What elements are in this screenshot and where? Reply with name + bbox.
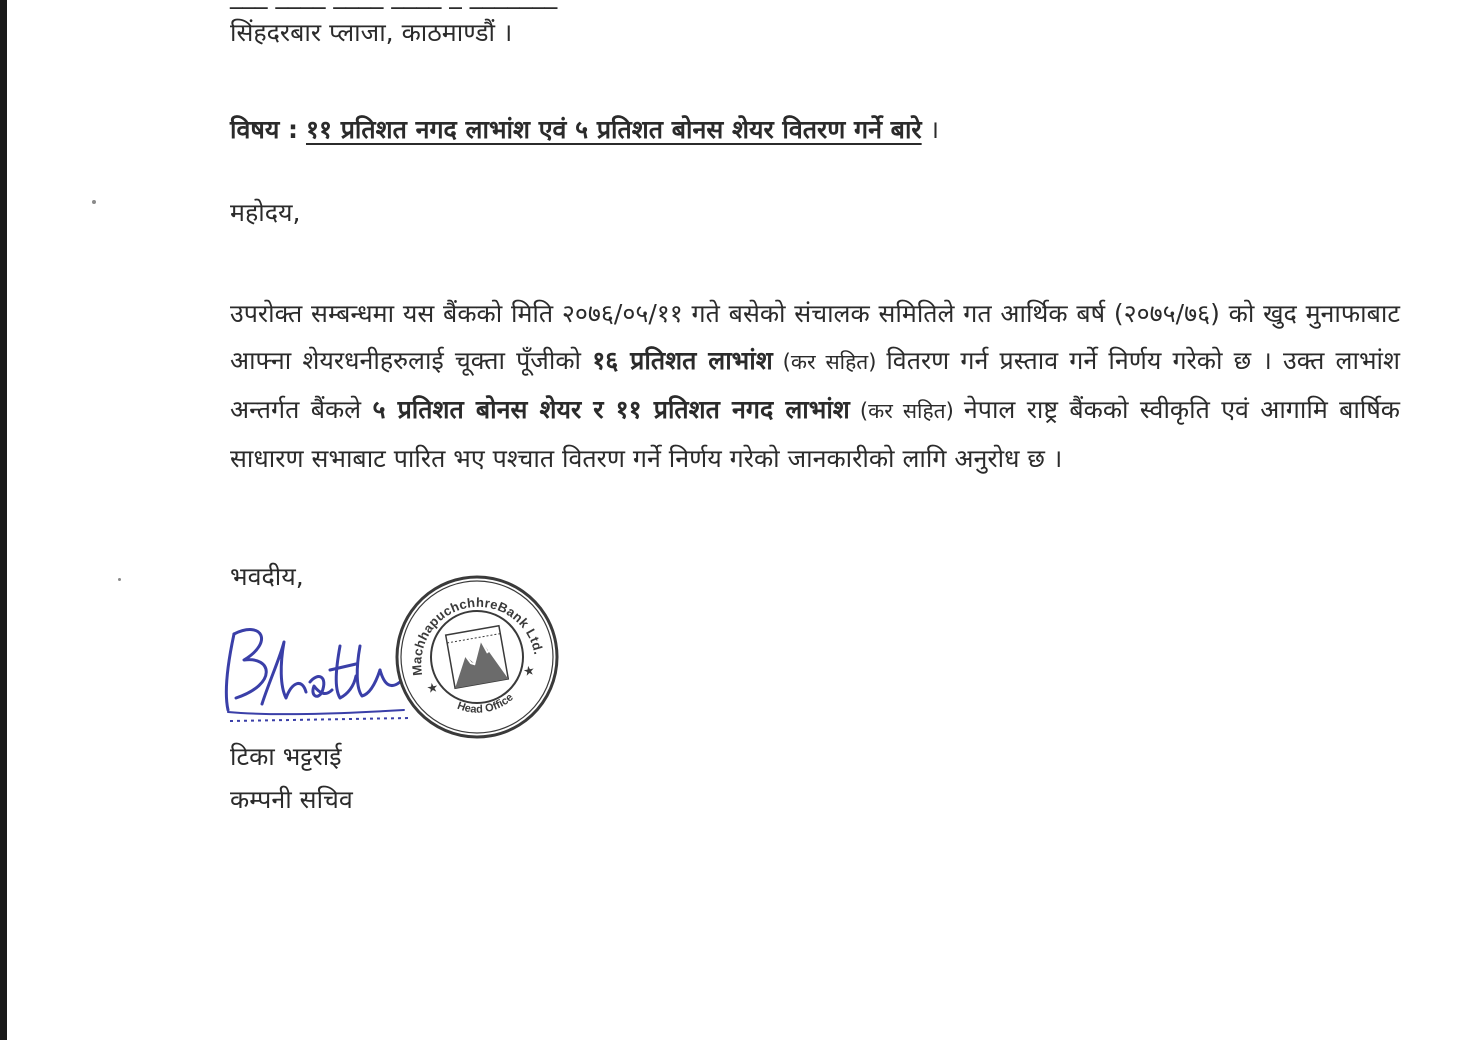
closing: भवदीय,: [230, 562, 304, 591]
signature: [214, 612, 414, 727]
cut-off-line: [230, 0, 557, 9]
svg-text:★: ★: [522, 663, 537, 681]
subject-label: विषय :: [230, 115, 299, 144]
subject-end: ।: [921, 115, 940, 144]
body-paragraph: [230, 290, 1400, 482]
subject-line: [230, 115, 939, 145]
mountain-logo-icon: [446, 626, 509, 689]
body-bold: १६ प्रतिशत लाभांश: [592, 346, 773, 375]
body-text: उपरोक्त सम्बन्धमा यस बैंकको मिति २०७६/०५/११ गते बसेको संचालक समितिले गत आर्थिक बर्ष (२०७५/७६) को खुद मुनाफाबाट आफ्ना शेयरधनीहरुलाई चूक्ता पूँजीको: [230, 299, 1400, 375]
company-seal: [392, 572, 562, 742]
scan-speck: [92, 200, 96, 204]
svg-text:MachhapuchchhreBank Ltd.: MachhapuchchhreBank Ltd.: [409, 594, 547, 677]
body-bold: ५ प्रतिशत बोनस शेयर र ११ प्रतिशत नगद लाभांश: [372, 395, 850, 424]
subject-text: ११ प्रतिशत नगद लाभांश एवं ५ प्रतिशत बोनस शेयर वितरण गर्ने बारे: [305, 115, 922, 144]
salutation: महोदय,: [230, 198, 301, 227]
signatory-title: कम्पनी सचिव: [230, 785, 353, 814]
scan-edge: [0, 0, 7, 1040]
scan-speck: [118, 578, 121, 581]
signatory-name: टिका भट्टराई: [230, 742, 342, 771]
body-text: नेपाल राष्ट्र बैंकको स्वीकृति एवं आगामि बार्षिक साधारण सभाबाट पारित भए पश्चात वितरण गर्ने निर्णय गरेको जानकारीको लागि अनुरोध छ ।: [230, 395, 1400, 473]
body-paren: (कर सहित): [772, 350, 887, 374]
svg-text:★: ★: [425, 680, 440, 698]
address-line: सिंहदरबार प्लाजा, काठमाण्डौं ।: [230, 18, 513, 47]
body-text: वितरण गर्न प्रस्ताव गर्ने निर्णय गरेको छ । उक्त लाभांश अन्तर्गत बैंकले: [230, 346, 1401, 424]
body-paren: (कर सहित): [849, 399, 964, 423]
svg-text:Head Office: Head Office: [455, 691, 516, 716]
